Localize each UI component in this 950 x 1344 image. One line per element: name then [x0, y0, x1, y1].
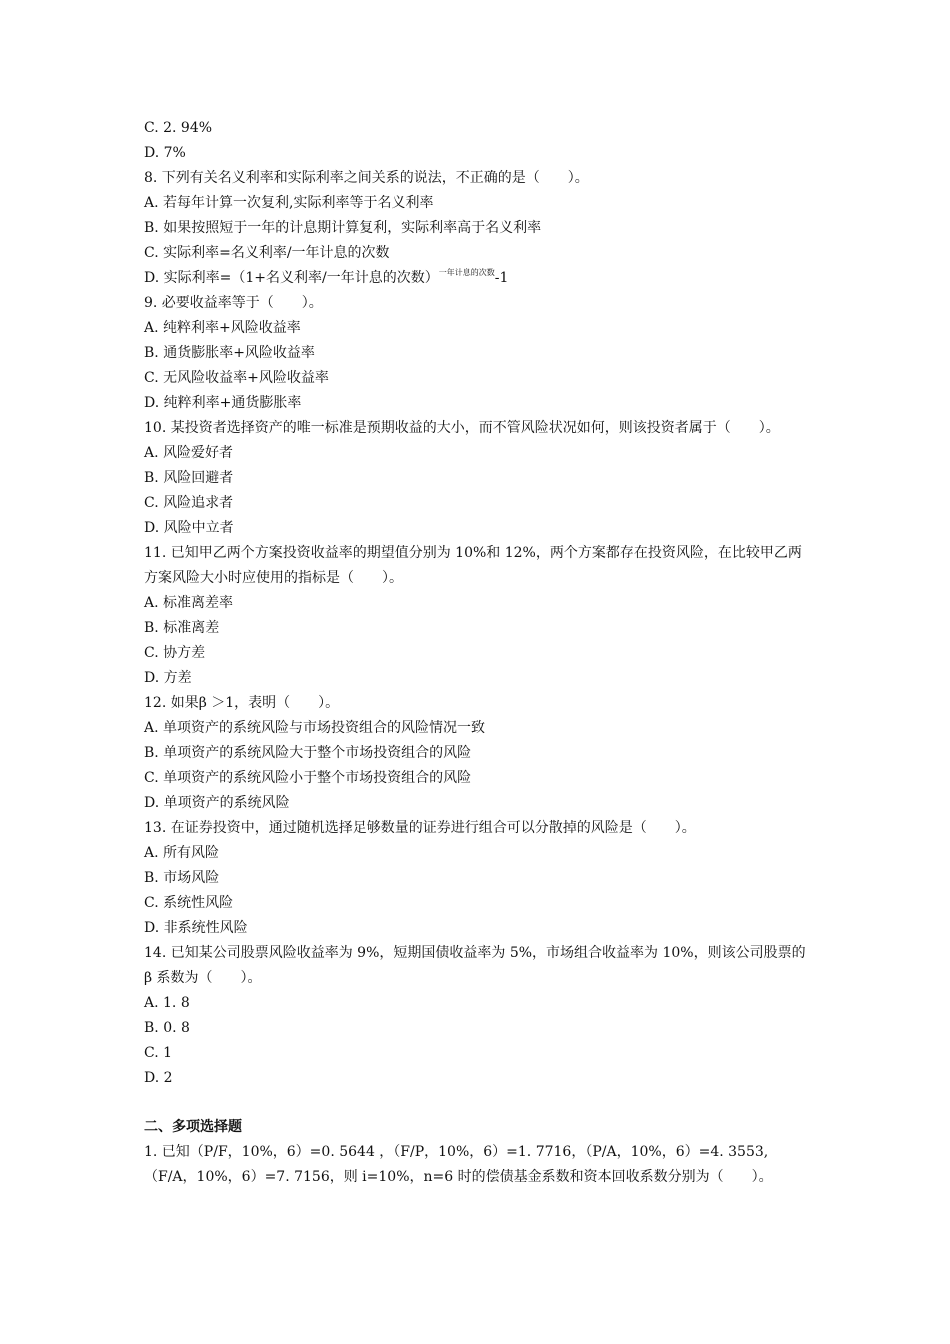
q10-option-a: A. 风险爱好者 — [144, 445, 234, 461]
q14-option-a: A. 1. 8 — [144, 995, 190, 1011]
q10-option-c: C. 风险追求者 — [144, 495, 234, 511]
q11-option-b: B. 标准离差 — [144, 620, 220, 636]
q12-option-d: D. 单项资产的系统风险 — [144, 795, 290, 811]
q9-option-d: D. 纯粹利率+通货膨胀率 — [144, 395, 302, 411]
q8-option-d-exponent: 一年计息的次数 — [438, 268, 495, 277]
q14-stem: 14. 已知某公司股票风险收益率为 9%，短期国债收益率为 5%，市场组合收益率为 10%，则该公司股票的β 系数为（ ）。 — [144, 945, 806, 986]
q14-option-b: B. 0. 8 — [144, 1020, 190, 1036]
q8-option-d — [144, 266, 809, 291]
q10-stem: 10. 某投资者选择资产的唯一标准是预期收益的大小，而不管风险状况如何，则该投资者属于（ ）。 — [144, 420, 780, 436]
q11-option-c: C. 协方差 — [144, 645, 206, 661]
q8-option-d-main: D. 实际利率=（1+名义利率/一年计息的次数） — [144, 270, 439, 286]
q13-option-c: C. 系统性风险 — [144, 895, 234, 911]
q13-option-b: B. 市场风险 — [144, 870, 220, 886]
q9-option-c: C. 无风险收益率+风险收益率 — [144, 370, 329, 386]
q8-option-c: C. 实际利率=名义利率/一年计息的次数 — [144, 245, 390, 261]
q12-option-c: C. 单项资产的系统风险小于整个市场投资组合的风险 — [144, 770, 472, 786]
q11-option-a: A. 标准离差率 — [144, 595, 234, 611]
q13-stem: 13. 在证券投资中，通过随机选择足够数量的证券进行组合可以分散掉的风险是（ ）。 — [144, 820, 696, 836]
section-title-multiple-choice: 二、多项选择题 — [144, 1119, 242, 1135]
q14-option-c: C. 1 — [144, 1045, 173, 1061]
q12-stem: 12. 如果β ＞1，表明（ ）。 — [144, 695, 340, 711]
s2-q1-line2: （F/A，10%，6）=7. 7156，则 i=10%，n=6 时的偿债基金系数和资本回收系数分别为（ ）。 — [144, 1169, 773, 1185]
q8-option-d-tail: -1 — [494, 270, 509, 286]
s2-q1-line1: 1. 已知（P/F，10%，6）=0. 5644 ，（F/P，10%，6）=1. 7716，（P/A，10%，6）=4. 3553, — [144, 1144, 769, 1160]
q9-stem: 9. 必要收益率等于（ ）。 — [144, 295, 323, 311]
q11-stem: 11. 已知甲乙两个方案投资收益率的期望值分别为 10%和 12%，两个方案都存在投资风险，在比较甲乙两方案风险大小时应使用的指标是（ ）。 — [144, 545, 802, 586]
q8-stem: 8. 下列有关名义利率和实际利率之间关系的说法，不正确的是（ ）。 — [144, 170, 589, 186]
document-page — [144, 116, 809, 1190]
q10-option-b: B. 风险回避者 — [144, 470, 234, 486]
q9-option-a: A. 纯粹利率+风险收益率 — [144, 320, 301, 336]
q12-option-b: B. 单项资产的系统风险大于整个市场投资组合的风险 — [144, 745, 472, 761]
section-spacer — [144, 1091, 809, 1115]
q7-option-d: D. 7% — [144, 145, 186, 161]
q11-option-d: D. 方差 — [144, 670, 192, 686]
q8-option-a: A. 若每年计算一次复利,实际利率等于名义利率 — [144, 195, 434, 211]
q10-option-d: D. 风险中立者 — [144, 520, 234, 536]
q9-option-b: B. 通货膨胀率+风险收益率 — [144, 345, 315, 361]
q14-option-d: D. 2 — [144, 1070, 173, 1086]
q12-option-a: A. 单项资产的系统风险与市场投资组合的风险情况一致 — [144, 720, 486, 736]
q13-option-d: D. 非系统性风险 — [144, 920, 248, 936]
q7-option-c: C. 2. 94% — [144, 120, 213, 136]
q8-option-b: B. 如果按照短于一年的计息期计算复利，实际利率高于名义利率 — [144, 220, 542, 236]
q13-option-a: A. 所有风险 — [144, 845, 220, 861]
